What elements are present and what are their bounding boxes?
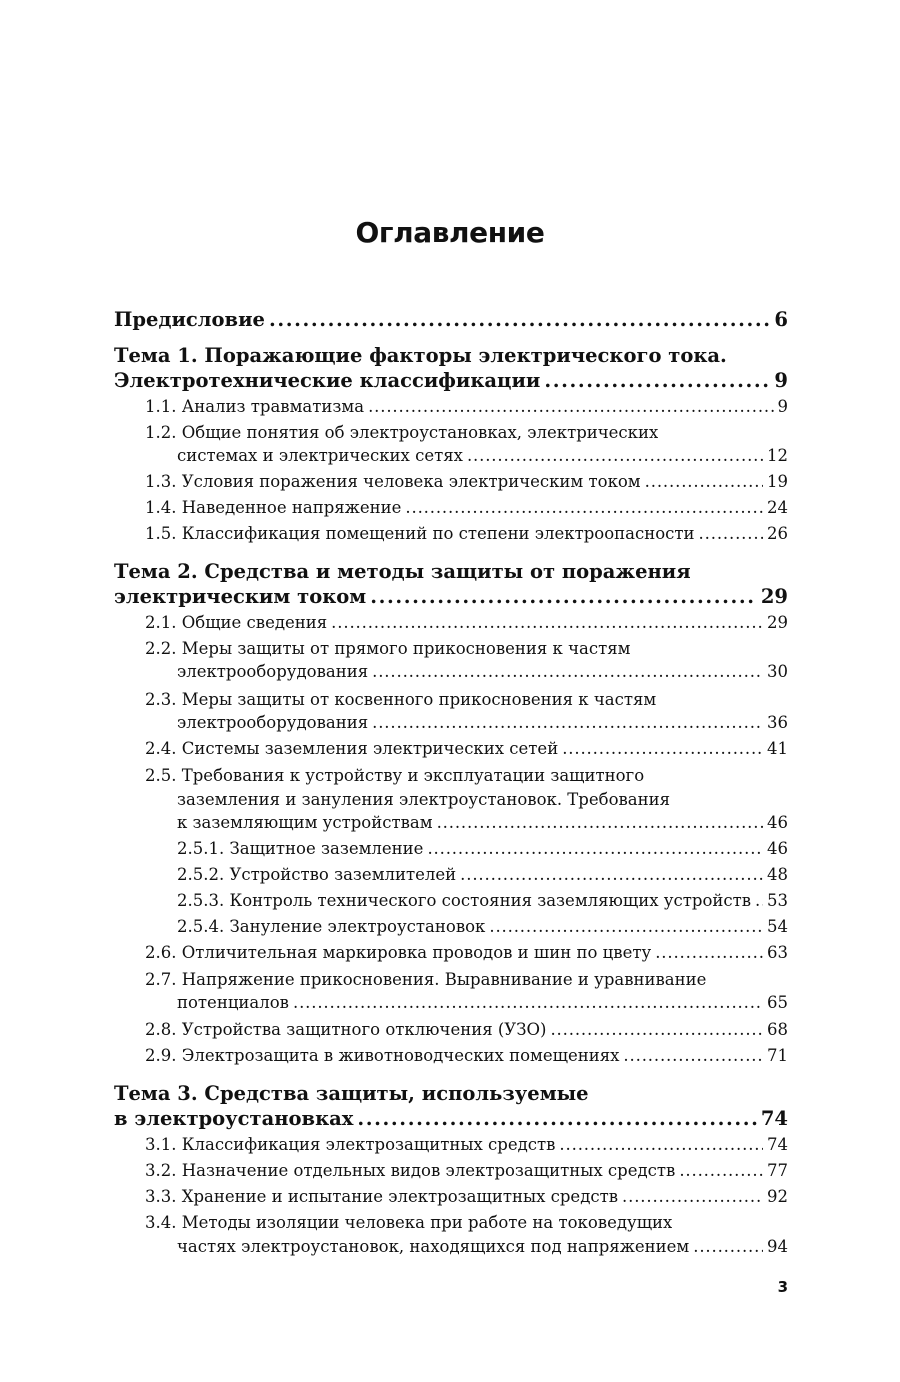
toc-entry-text: 2.5.1. Защитное заземление [177, 839, 424, 858]
toc-entry-page: 92 [767, 1187, 788, 1206]
toc-entry-text: электрооборудования [177, 713, 369, 732]
toc-entry [177, 990, 788, 1016]
toc-entry-page: 12 [767, 446, 788, 465]
toc-entry-text: 2.5.3. Контроль технического состояния заземляющих устройств [177, 891, 752, 910]
dot-leader [623, 1043, 763, 1069]
dot-leader [699, 521, 763, 547]
toc-entry [145, 394, 788, 420]
dot-leader [293, 990, 763, 1016]
toc-entry-text: Предисловие [114, 308, 265, 331]
toc-entry-text: потенциалов [177, 993, 289, 1012]
toc-entry-page: 48 [767, 865, 788, 884]
toc-entry [177, 888, 788, 914]
dot-leader [645, 469, 763, 495]
toc-entry-text: 3.3. Хранение и испытание электрозащитных средств [145, 1187, 619, 1206]
toc-entry [145, 736, 788, 762]
dot-leader [460, 862, 763, 888]
toc-entry [145, 610, 788, 636]
toc-entry-text: в электроустановках [114, 1107, 354, 1130]
dot-leader [372, 710, 763, 736]
dot-leader [370, 582, 757, 612]
toc-entry-text: 2.6. Отличительная маркировка проводов и шин по цвету [145, 943, 652, 962]
toc-entry-page: 94 [767, 1237, 788, 1256]
toc-entry-text: 1.4. Наведенное напряжение [145, 498, 402, 517]
toc-entry-text: 3.1. Классификация электрозащитных средств [145, 1135, 556, 1154]
toc-entry [177, 1234, 788, 1260]
dot-leader [437, 810, 763, 836]
toc-entry [177, 862, 788, 888]
toc-entry-text: Тема 3. Средства защиты, используемые [114, 1082, 589, 1105]
dot-leader [372, 659, 763, 685]
dot-leader [679, 1158, 763, 1184]
toc-entry-page: 68 [767, 1020, 788, 1039]
toc-entry [145, 1210, 672, 1236]
dot-leader [550, 1017, 763, 1043]
toc-entry-text: 2.3. Меры защиты от косвенного прикосновения к частям [145, 690, 657, 709]
toc-entry [145, 1017, 788, 1043]
toc-entry-text: 2.5.2. Устройство заземлителей [177, 865, 457, 884]
dot-leader [559, 1132, 763, 1158]
toc-entry [145, 469, 788, 495]
dot-leader [467, 443, 763, 469]
dot-leader [622, 1184, 763, 1210]
dot-leader [755, 888, 763, 914]
toc-entry-text: электрооборудования [177, 662, 369, 681]
toc-entry [177, 710, 788, 736]
toc-entry-page: 46 [767, 839, 788, 858]
dot-leader [368, 394, 773, 420]
toc-entry [145, 1184, 788, 1210]
page-title: Оглавление [355, 216, 545, 249]
toc-entry-page: 53 [767, 891, 788, 910]
toc-entry-page: 41 [767, 739, 788, 758]
toc-entry-text: заземления и зануления электроустановок. Требования [177, 790, 671, 809]
toc-entry-text: Тема 2. Средства и методы защиты от поражения [114, 560, 691, 583]
toc-entry [177, 443, 788, 469]
toc-entry-page: 46 [767, 813, 788, 832]
dot-leader [655, 940, 763, 966]
toc-entry [145, 1043, 788, 1069]
toc-entry-text: 2.5. Требования к устройству и эксплуатации защитного [145, 766, 645, 785]
toc-entry-text: 2.8. Устройства защитного отключения (УЗО) [145, 1020, 547, 1039]
toc-entry [145, 1158, 788, 1184]
toc-entry-text: 2.1. Общие сведения [145, 613, 328, 632]
toc-entry-text: 2.7. Напряжение прикосновения. Выравнивание и уравнивание [145, 970, 707, 989]
toc-entry-page: 9 [777, 397, 788, 416]
toc-entry-page: 36 [767, 713, 788, 732]
toc-entry [114, 1104, 788, 1134]
dot-leader [269, 305, 770, 335]
toc-entry [145, 521, 788, 547]
toc-entry-text: к заземляющим устройствам [177, 813, 433, 832]
toc-entry-page: 54 [767, 917, 788, 936]
page-number: 3 [777, 1278, 788, 1296]
toc-entry-text: системах и электрических сетях [177, 446, 463, 465]
toc-entry [145, 495, 788, 521]
toc-entry [177, 659, 788, 685]
toc-entry-page: 71 [767, 1046, 788, 1065]
dot-leader [357, 1104, 756, 1134]
toc-entry-page: 26 [767, 524, 788, 543]
toc-entry-page: 24 [767, 498, 788, 517]
dot-leader [562, 736, 763, 762]
toc-entry-page: 6 [774, 308, 788, 331]
toc-entry-text: 3.4. Методы изоляции человека при работе на токоведущих [145, 1213, 673, 1232]
dot-leader [427, 836, 763, 862]
toc-entry [114, 582, 788, 612]
toc-entry-page: 30 [767, 662, 788, 681]
toc-entry-text: частях электроустановок, находящихся под напряжением [177, 1237, 690, 1256]
dot-leader [405, 495, 763, 521]
toc-entry-page: 74 [760, 1107, 788, 1130]
toc-entry [114, 366, 788, 396]
toc-entry-text: 1.5. Классификация помещений по степени электроопасности [145, 524, 695, 543]
toc-entry-text: 1.1. Анализ травматизма [145, 397, 365, 416]
toc-entry-text: 2.4. Системы заземления электрических сетей [145, 739, 559, 758]
toc-entry [177, 836, 788, 862]
dot-leader [544, 366, 770, 396]
toc-entry-page: 19 [767, 472, 788, 491]
toc-entry-text: 2.5.4. Зануление электроустановок [177, 917, 486, 936]
toc-entry-text: Электротехнические классификации [114, 369, 541, 392]
toc-entry-text: 3.2. Назначение отдельных видов электрозащитных средств [145, 1161, 676, 1180]
toc-entry-page: 29 [760, 585, 788, 608]
toc-entry-page: 9 [774, 369, 788, 392]
toc-entry [145, 940, 788, 966]
toc-entry-page: 63 [767, 943, 788, 962]
toc-entry-text: Тема 1. Поражающие факторы электрического тока. [114, 344, 727, 367]
toc-entry-text: электрическим током [114, 585, 367, 608]
toc-entry-text: 1.2. Общие понятия об электроустановках, электрических [145, 423, 659, 442]
toc-entry [145, 763, 644, 789]
toc-entry-text: 2.2. Меры защиты от прямого прикосновения к частям [145, 639, 631, 658]
toc-entry [177, 810, 788, 836]
dot-leader [693, 1234, 763, 1260]
toc-entry [145, 1132, 788, 1158]
toc-entry-page: 77 [767, 1161, 788, 1180]
toc-entry [177, 914, 788, 940]
dot-leader [331, 610, 763, 636]
toc-entry-page: 74 [767, 1135, 788, 1154]
toc-entry-page: 29 [767, 613, 788, 632]
toc-entry [114, 305, 788, 335]
toc-entry-text: 1.3. Условия поражения человека электрическим током [145, 472, 641, 491]
toc-entry-page: 65 [767, 993, 788, 1012]
dot-leader [489, 914, 763, 940]
toc-entry-text: 2.9. Электрозащита в животноводческих помещениях [145, 1046, 620, 1065]
